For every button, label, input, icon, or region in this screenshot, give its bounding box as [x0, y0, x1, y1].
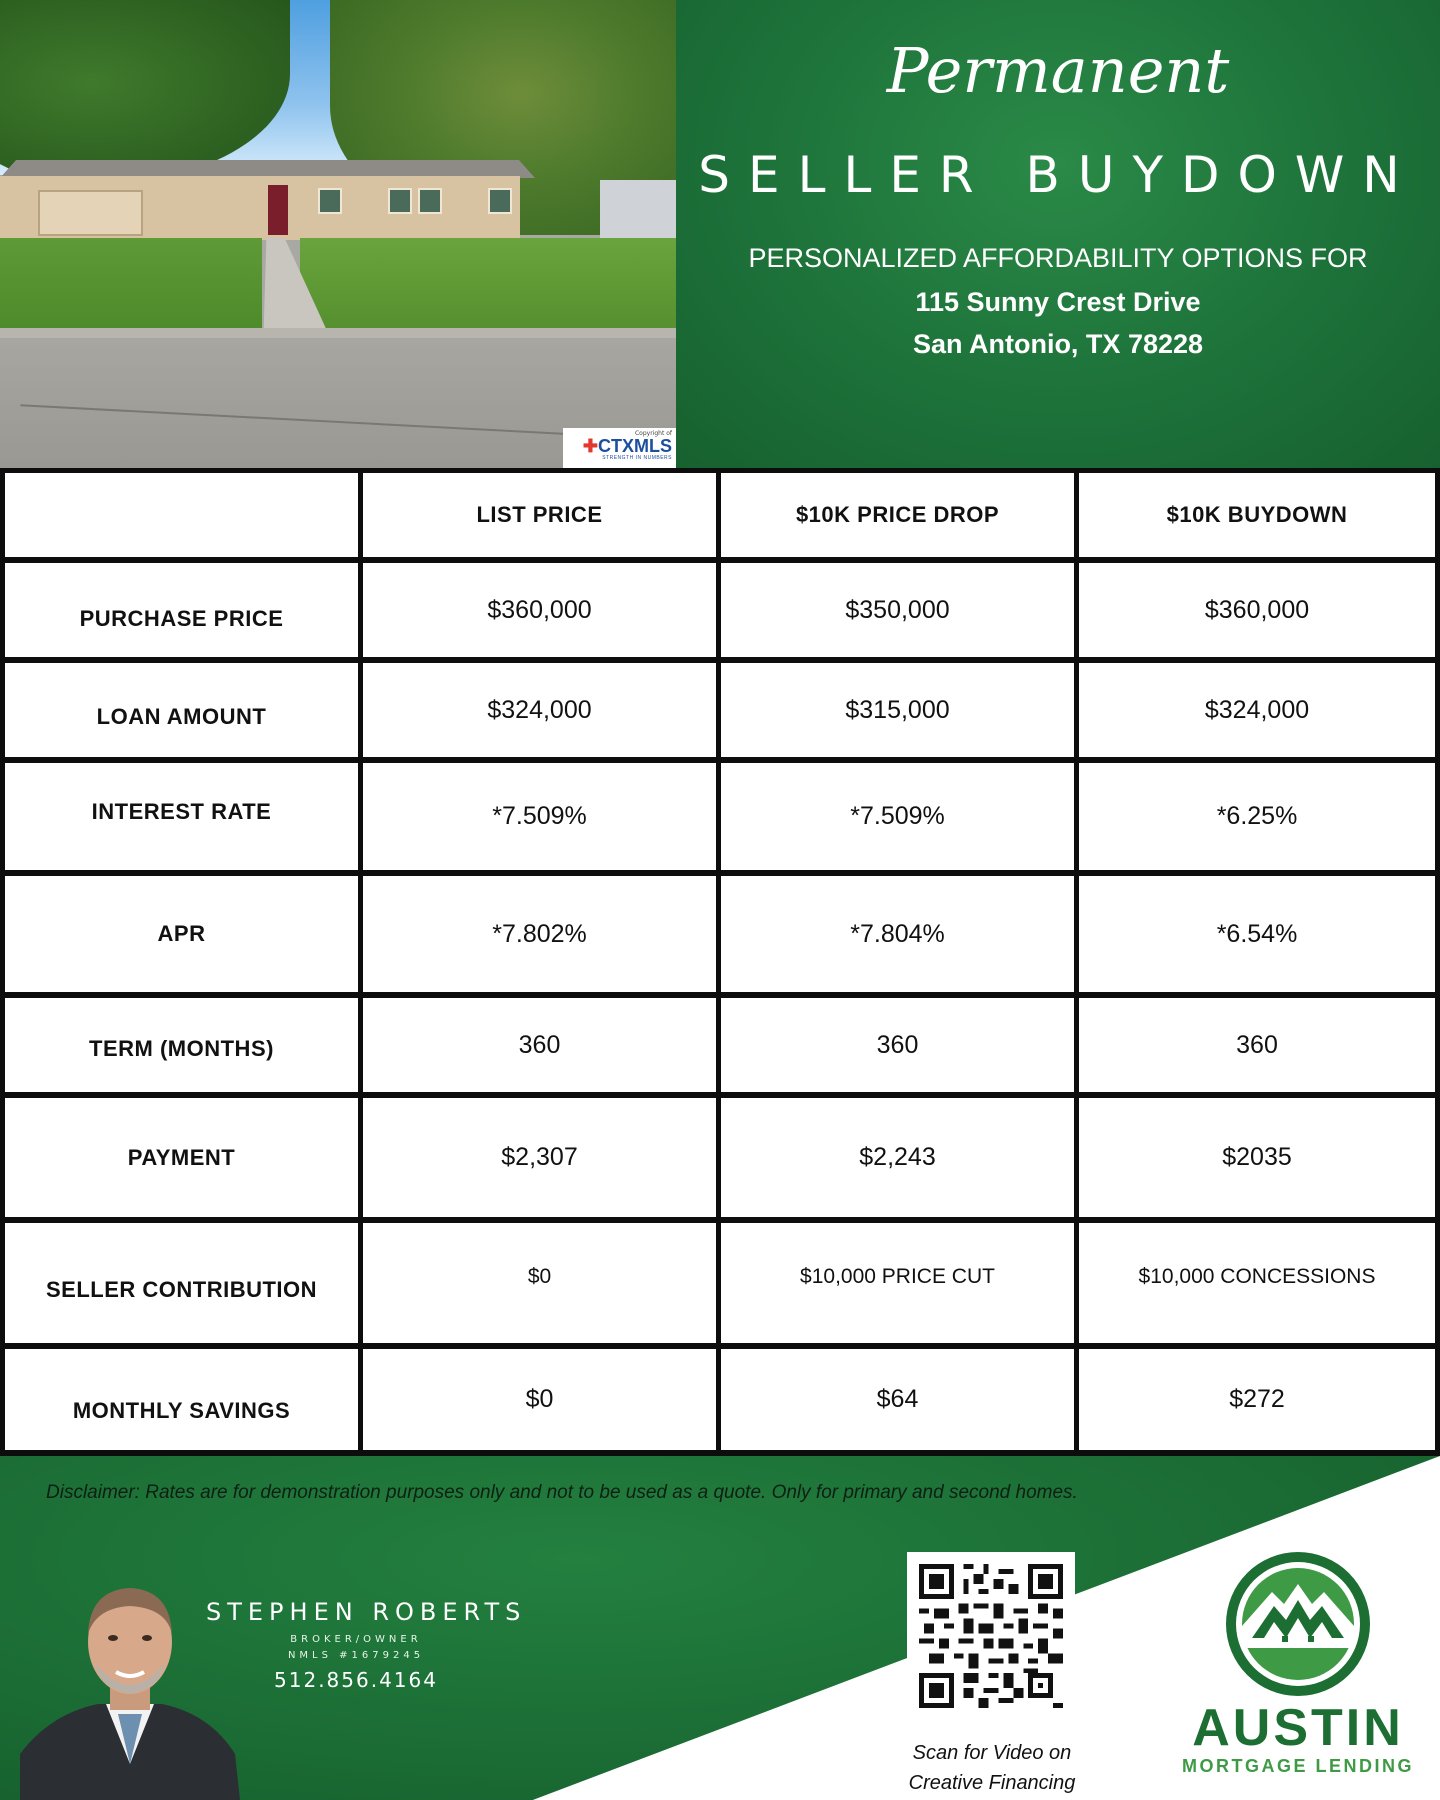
script-title: Permanent: [886, 34, 1230, 107]
agent-nmls: NMLS #1679245: [287, 1650, 425, 1661]
table-cell: $324,000: [363, 663, 716, 757]
table-cell: *7.804%: [721, 876, 1074, 992]
table-cell: *7.509%: [363, 763, 716, 870]
table-cell: *7.802%: [363, 876, 716, 992]
row-label: APR: [5, 876, 358, 992]
table-cell: $2035: [1079, 1098, 1435, 1217]
qr-code[interactable]: [907, 1552, 1075, 1720]
footer: [0, 1456, 1440, 1800]
hero-title-panel: [676, 0, 1440, 468]
house-photo: [0, 0, 676, 468]
table-cell: *7.509%: [721, 763, 1074, 870]
table-cell: *6.54%: [1079, 876, 1435, 992]
agent-name: STEPHEN ROBERTS: [206, 1598, 527, 1626]
table-cell: 360: [363, 998, 716, 1092]
comparison-table: [0, 468, 1440, 1456]
address-line2: San Antonio, TX 78228: [912, 329, 1204, 359]
row-label: MONTHLY SAVINGS: [5, 1349, 358, 1450]
table-cell: $324,000: [1079, 663, 1435, 757]
row-label: INTEREST RATE: [5, 763, 358, 870]
ctxmls-watermark: [563, 428, 676, 468]
row-label: LOAN AMOUNT: [5, 663, 358, 757]
row-label: PAYMENT: [5, 1098, 358, 1217]
row-label: SELLER CONTRIBUTION: [5, 1223, 358, 1343]
table-cell: $10,000 CONCESSIONS: [1079, 1223, 1435, 1343]
ctxmls-logo: ✚CTXMLS: [582, 436, 672, 456]
table-cell: *6.25%: [1079, 763, 1435, 870]
row-label: PURCHASE PRICE: [5, 563, 358, 657]
brand-subtitle: MORTGAGE LENDING: [1182, 1756, 1414, 1776]
column-header-list-price: LIST PRICE: [363, 473, 716, 557]
table-cell: $10,000 PRICE CUT: [721, 1223, 1074, 1343]
table-cell: $2,243: [721, 1098, 1074, 1217]
page-title: SELLER BUYDOWN: [698, 146, 1418, 204]
table-cell: $350,000: [721, 563, 1074, 657]
row-label: TERM (MONTHS): [5, 998, 358, 1092]
table-cell: $2,307: [363, 1098, 716, 1217]
table-cell: $0: [363, 1223, 716, 1343]
table-cell: 360: [1079, 998, 1435, 1092]
qr-code-icon: [919, 1564, 1063, 1708]
austin-mortgage-logo-icon: [1222, 1548, 1374, 1700]
qr-caption-line2: Creative Financing: [908, 1772, 1076, 1794]
column-header-price-drop: $10K PRICE DROP: [721, 473, 1074, 557]
watermark-copyright: Copyright of: [634, 430, 672, 437]
table-cell: $360,000: [363, 563, 716, 657]
disclaimer: Disclaimer: Rates are for demonstration purposes only and not to be used as a quote. Only for primary and second homes.: [46, 1482, 1078, 1503]
qr-caption-line1: Scan for Video on: [912, 1742, 1072, 1764]
table-cell: $0: [363, 1349, 716, 1450]
brand-name: AUSTIN: [1192, 1699, 1404, 1757]
table-cell: 360: [721, 998, 1074, 1092]
address-line1: 115 Sunny Crest Drive: [915, 287, 1201, 317]
table-cell: $64: [721, 1349, 1074, 1450]
watermark-tagline: STRENGTH IN NUMBERS: [602, 455, 672, 461]
table-cell: $315,000: [721, 663, 1074, 757]
table-cell: $360,000: [1079, 563, 1435, 657]
agent-phone[interactable]: 512.856.4164: [274, 1668, 438, 1692]
table-cell: $272: [1079, 1349, 1435, 1450]
agent-role: BROKER/OWNER: [290, 1634, 422, 1645]
subtitle: PERSONALIZED AFFORDABILITY OPTIONS FOR: [748, 243, 1368, 273]
header-empty-cell: [5, 473, 358, 557]
column-header-buydown: $10K BUYDOWN: [1079, 473, 1435, 557]
hero-banner: [0, 0, 1440, 468]
